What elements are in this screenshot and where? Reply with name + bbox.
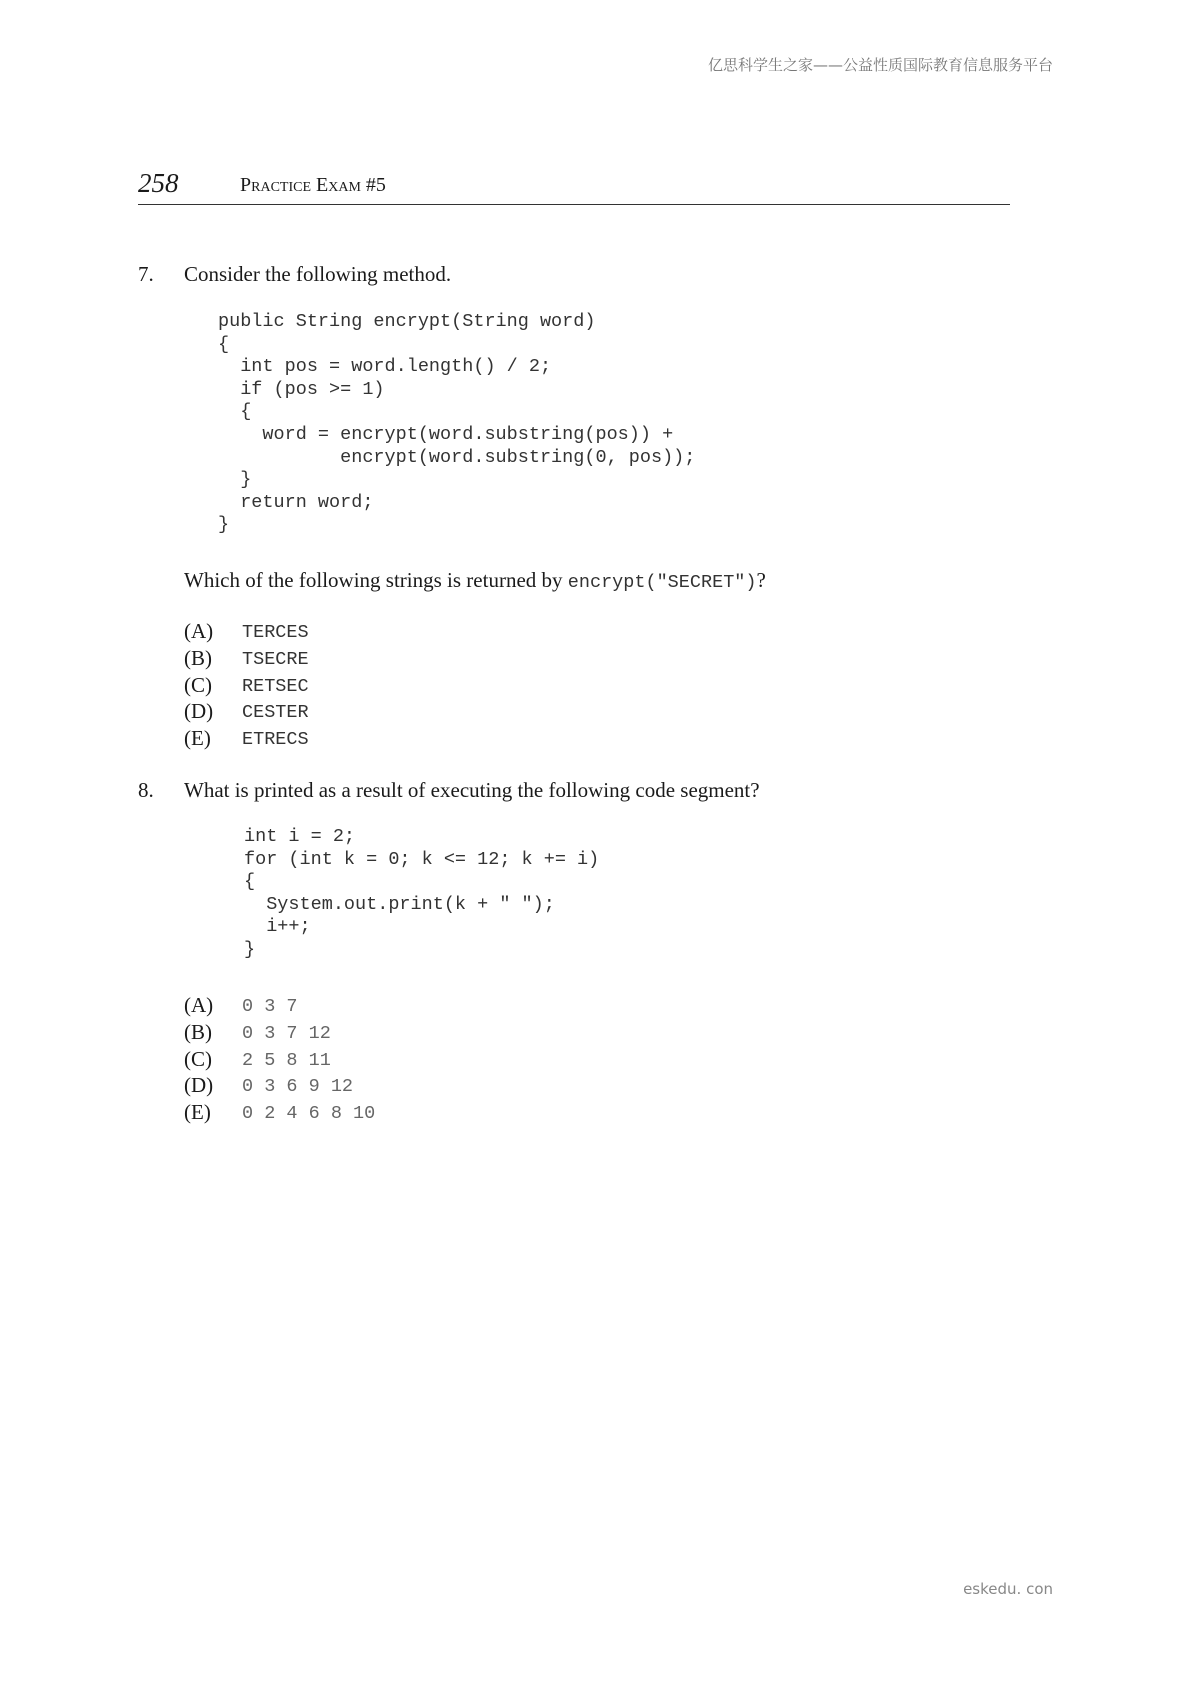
option-value: 0 3 7 12 bbox=[242, 1022, 331, 1044]
code-block: int i = 2; for (int k = 0; k <= 12; k += i) { System.out.print(k + " "); i++; } bbox=[244, 826, 600, 960]
option-value: CESTER bbox=[242, 702, 309, 724]
prompt-end: ? bbox=[756, 568, 766, 592]
option-value: 0 3 7 bbox=[242, 996, 298, 1017]
option-label: (C) bbox=[184, 1046, 212, 1071]
page-header bbox=[138, 168, 1010, 205]
question-8 bbox=[138, 778, 1018, 1138]
question-intro: Consider the following method. bbox=[184, 262, 452, 286]
option-value: 0 2 4 6 8 10 bbox=[242, 1103, 376, 1125]
question-7 bbox=[138, 262, 1018, 751]
option-value: ETRECS bbox=[242, 729, 309, 751]
question-number: 7. bbox=[138, 262, 154, 286]
question-number: 8. bbox=[138, 778, 154, 802]
prompt-code: encrypt("SECRET") bbox=[567, 572, 757, 593]
question-prompt bbox=[184, 568, 766, 593]
option-label: (D) bbox=[184, 699, 214, 724]
option-label: (B) bbox=[184, 1019, 212, 1044]
page-number: 258 bbox=[138, 168, 179, 198]
option-value: 0 3 6 9 12 bbox=[242, 1076, 354, 1098]
option-value: TSECRE bbox=[242, 648, 309, 670]
option-label: (E) bbox=[184, 1100, 211, 1125]
header-title: Practice Exam #5 bbox=[240, 174, 386, 196]
question-intro: What is printed as a result of executing the following code segment? bbox=[184, 778, 760, 802]
option-value: 2 5 8 11 bbox=[242, 1049, 331, 1071]
option-label: (C) bbox=[184, 672, 212, 697]
option-label: (B) bbox=[184, 645, 212, 670]
code-block: public String encrypt(String word) { int pos = word.length() / 2; if (pos >= 1) { word = encrypt(word.substring(pos)) + encrypt(word.substring(0, pos)); } return word; } bbox=[218, 311, 696, 536]
option-label: (D) bbox=[184, 1073, 214, 1098]
footer-site-text: eskedu. con bbox=[963, 1580, 1053, 1598]
option-label: (A) bbox=[184, 619, 214, 643]
option-label: (A) bbox=[184, 993, 214, 1017]
option-value: RETSEC bbox=[242, 675, 309, 697]
prompt-text: Which of the following strings is returned by bbox=[184, 568, 568, 592]
watermark-text: 亿思科学生之家——公益性质国际教育信息服务平台 bbox=[707, 56, 1053, 74]
option-label: (E) bbox=[184, 726, 211, 751]
option-value: TERCES bbox=[242, 622, 309, 643]
